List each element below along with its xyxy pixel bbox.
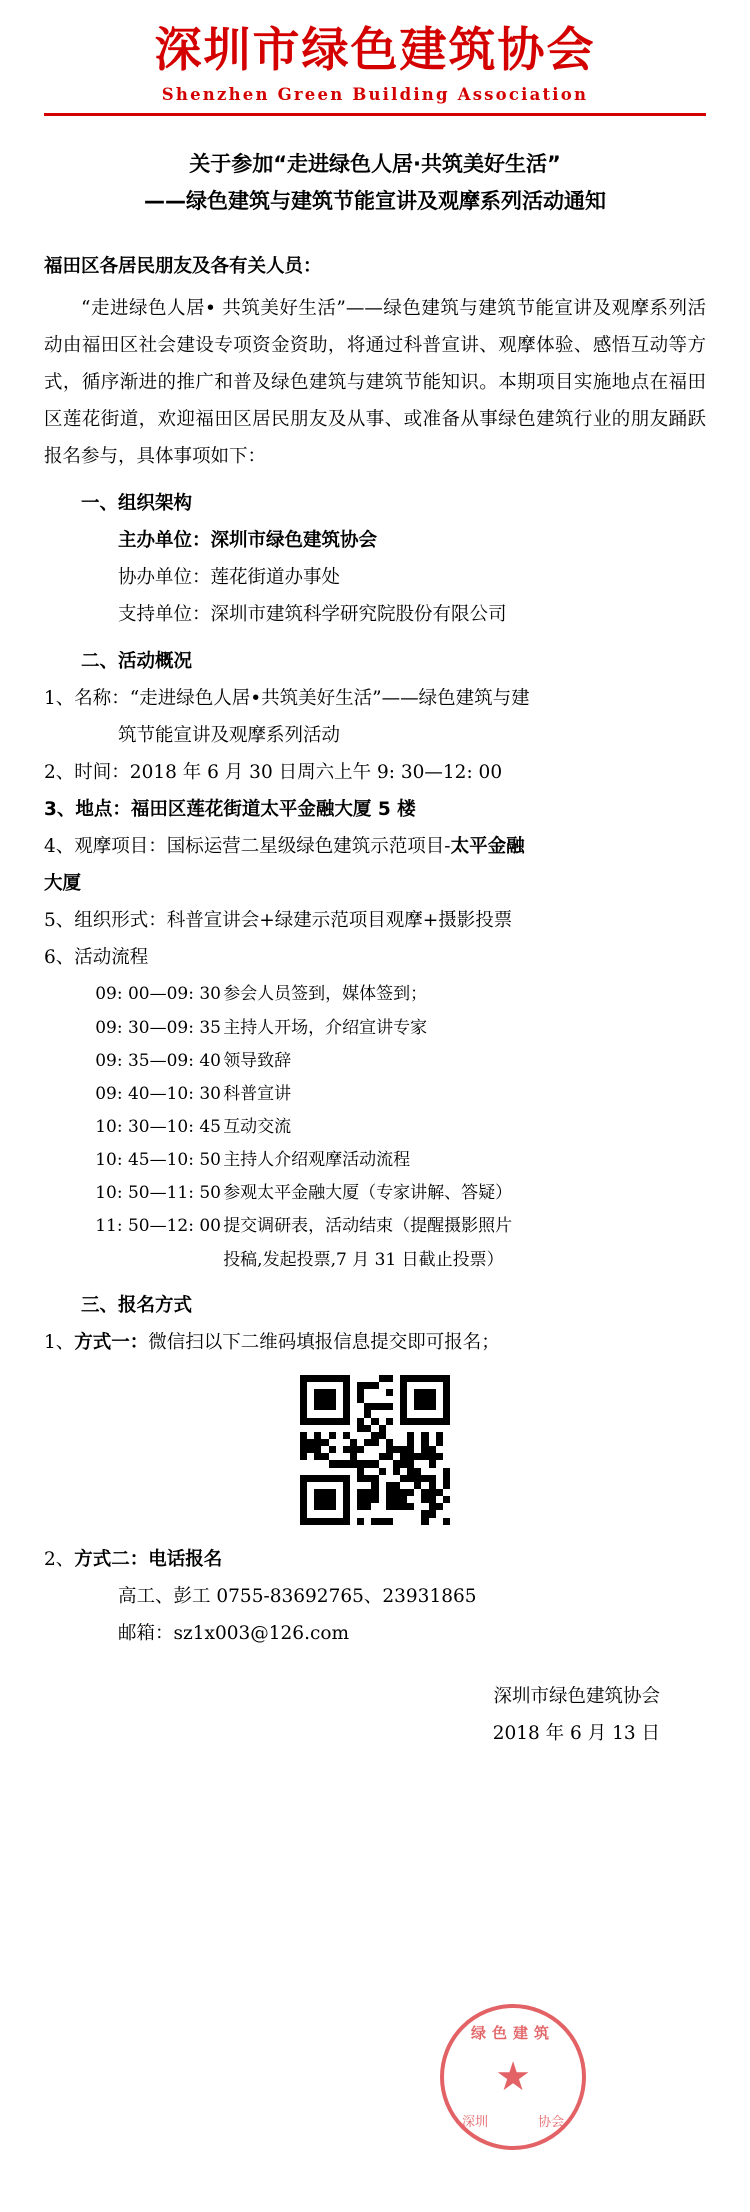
overview-item-time-value: 2018 年 6 月 30 日周六上午 9: 30—12: 00: [129, 762, 503, 784]
schedule-list: [44, 978, 706, 1276]
overview-item-project-label: 观摩项目：: [74, 836, 167, 858]
schedule-row: [95, 978, 706, 1011]
overview-item-format: [44, 902, 706, 939]
schedule-time: 10: 50—11: 50: [95, 1183, 221, 1204]
seal-bottom-left-text: 深圳: [462, 2115, 489, 2130]
title-line-2: ——绿色建筑与建筑节能宣讲及观摩系列活动通知: [144, 188, 606, 213]
section-heading-organization: 一、组织架构: [81, 493, 193, 515]
schedule-description: 互动交流: [223, 1116, 292, 1137]
schedule-time: 11: 50—12: 00: [95, 1216, 221, 1237]
schedule-time: 09: 40—10: 30: [95, 1083, 221, 1104]
organization-name-en: Shenzhen Green Building Association: [161, 84, 589, 104]
schedule-row: [95, 1144, 706, 1177]
overview-item-name: [44, 680, 706, 717]
schedule-description: 主持人介绍观摩活动流程: [223, 1150, 411, 1171]
schedule-description: 参观太平金融大厦（专家讲解、答疑）: [223, 1183, 513, 1204]
schedule-description: 参会人员签到，媒体签到；: [223, 984, 428, 1005]
schedule-row: [95, 1177, 706, 1210]
title-line-1: 关于参加“走进绿色人居·共筑美好生活”: [189, 151, 561, 176]
organizer-value-coorganizer: 莲花街道办事处: [210, 567, 341, 589]
section-heading-overview: 二、活动概况: [81, 651, 193, 673]
intro-paragraph: “走进绿色人居• 共筑美好生活”——绿色建筑与建筑节能宣讲及观摩系列活动由福田区社会建设专项资金资助，将通过科普宣讲、观摩体验、感悟互动等方式，循序渐进的推广和普及绿色建筑与建筑节能知识。本期项目实施地点在福田区莲花街道，欢迎福田区居民朋友及从事、或准备从事绿色建筑行业的朋友踊跃报名参与，具体事项如下：: [44, 298, 706, 468]
overview-item-name-number: 1、: [44, 688, 75, 710]
overview-item-project: [44, 828, 706, 865]
registration-email-label: 邮箱：: [118, 1622, 174, 1644]
organizer-label-coorganizer: 协办单位：: [118, 567, 211, 589]
schedule-row: [95, 1111, 706, 1144]
overview-item-name-label: 名称：: [74, 688, 130, 710]
overview-item-name-continued: 筑节能宣讲及观摩系列活动: [118, 725, 341, 747]
schedule-row: [95, 1210, 706, 1243]
registration-method-2-label: 方式二：: [74, 1548, 149, 1570]
organizer-value-supporter: 深圳市建筑科学研究院股份有限公司: [210, 604, 507, 626]
letterhead: [44, 0, 706, 116]
schedule-description: 科普宣讲: [223, 1083, 292, 1104]
registration-method-2: [44, 1541, 706, 1578]
organizer-label-host: 主办单位：: [118, 530, 211, 552]
star-icon: ★: [495, 2054, 531, 2100]
overview-item-name-value: “走进绿色人居•共筑美好生活”——绿色建筑与建: [129, 688, 530, 710]
overview-item-location-value: 福田区莲花街道太平金融大厦 5 楼: [130, 799, 416, 821]
schedule-time: 09: 35—09: 40: [95, 1050, 221, 1071]
organizer-row-supporter: [44, 596, 706, 633]
overview-item-project-number: 4、: [44, 836, 75, 858]
registration-qr-code[interactable]: [300, 1375, 450, 1525]
overview-item-project-value-emphasis: 太平金融: [450, 836, 525, 858]
schedule-row: [95, 1045, 706, 1078]
overview-item-project-continued-text: 大厦: [44, 873, 82, 895]
registration-method-2-number: 2、: [44, 1548, 75, 1570]
qr-code-container: [44, 1375, 706, 1525]
registration-method-1: [44, 1324, 706, 1361]
overview-item-schedule-number: 6、: [44, 947, 75, 969]
registration-method-1-number: 1、: [44, 1331, 75, 1353]
organizer-row-coorganizer: [44, 559, 706, 596]
signature-organization: 深圳市绿色建筑协会: [493, 1685, 660, 1707]
overview-item-time-number: 2、: [44, 762, 75, 784]
schedule-description: 提交调研表，活动结束（提醒摄影照片: [223, 1216, 513, 1237]
overview-item-time: [44, 754, 706, 791]
overview-item-format-label: 组织形式：: [74, 910, 167, 932]
overview-item-schedule-label: 活动流程: [74, 947, 149, 969]
schedule-description-continued: 投稿,发起投票,7 月 31 日截止投票）: [223, 1249, 504, 1270]
organizer-label-supporter: 支持单位：: [118, 604, 211, 626]
registration-method-1-label: 方式一：: [74, 1331, 149, 1353]
document-title: [44, 146, 706, 220]
overview-item-location: [44, 791, 706, 828]
schedule-time: 10: 45—10: 50: [95, 1150, 221, 1171]
overview-item-project-value: 国标运营二星级绿色建筑示范项目-: [166, 836, 451, 858]
seal-top-text: 绿色建筑: [470, 2024, 555, 2042]
schedule-description: 领导致辞: [223, 1050, 292, 1071]
letterhead-divider: [44, 113, 706, 116]
registration-contact-phones: 高工、彭工 0755-83692765、23931865: [118, 1585, 477, 1607]
organization-name-cn: 深圳市绿色建筑协会: [154, 23, 596, 78]
overview-item-format-value: 科普宣讲会+绿建示范项目观摩+摄影投票: [166, 910, 513, 932]
registration-method-1-text: 微信扫以下二维码填报信息提交即可报名；: [148, 1331, 500, 1353]
schedule-row: [95, 1078, 706, 1111]
registration-method-2-text: 电话报名: [148, 1548, 223, 1570]
schedule-time: 09: 00—09: 30: [95, 984, 221, 1005]
official-seal: [440, 2004, 586, 2150]
overview-item-location-number: 3、: [44, 799, 76, 821]
signature-date: 2018 年 6 月 13 日: [492, 1722, 660, 1744]
section-heading-registration: 三、报名方式: [81, 1294, 193, 1316]
overview-item-time-label: 时间：: [74, 762, 130, 784]
schedule-row: [95, 1012, 706, 1045]
organizer-row-host: [44, 522, 706, 559]
registration-email-value[interactable]: sz1x003@126.com: [173, 1622, 350, 1644]
schedule-time: 10: 30—10: 45: [95, 1116, 221, 1137]
overview-item-project-continued: [44, 865, 706, 902]
overview-item-schedule: [44, 939, 706, 976]
organizer-value-host: 深圳市绿色建筑协会: [210, 530, 378, 552]
schedule-description: 主持人开场，介绍宣讲专家: [223, 1017, 428, 1038]
salutation: 福田区各居民朋友及各有关人员：: [44, 256, 322, 278]
registration-email-row: [44, 1615, 706, 1652]
schedule-time: 09: 30—09: 35: [95, 1017, 221, 1038]
seal-bottom-right-text: 协会: [537, 2115, 564, 2130]
overview-item-location-label: 地点：: [75, 799, 131, 821]
overview-item-format-number: 5、: [44, 910, 75, 932]
